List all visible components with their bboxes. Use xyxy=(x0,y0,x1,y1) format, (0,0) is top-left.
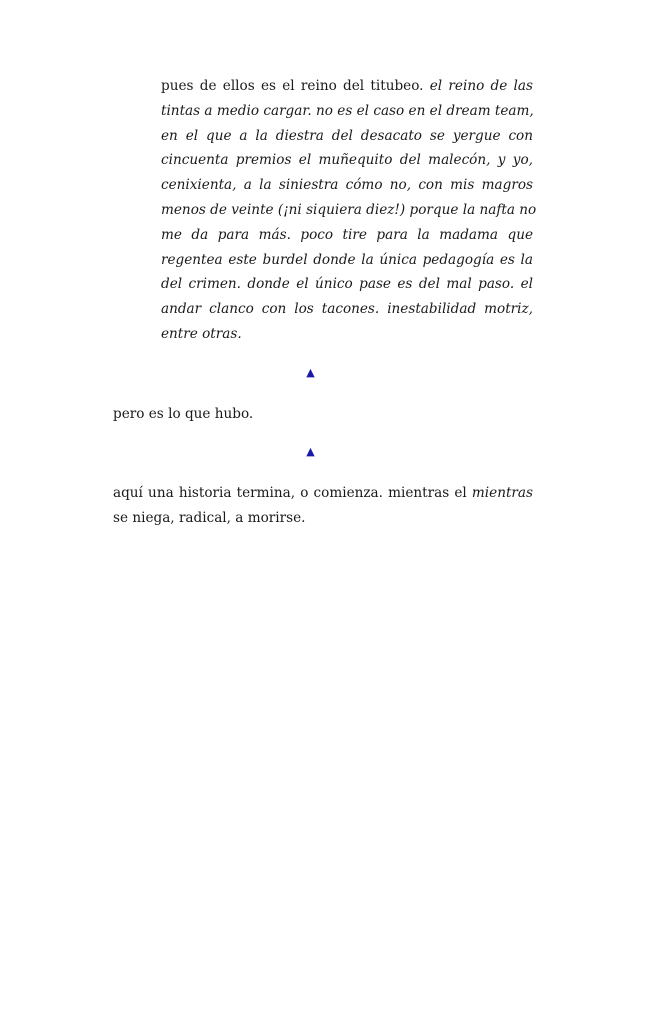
paragraph-text: aquí una historia termina, o comienza. mientras el xyxy=(113,485,472,501)
section-separator-triangle: ▲ xyxy=(306,366,315,379)
paragraph-aqui-una-historia xyxy=(113,481,533,531)
quote-text: pues de ellos es el reino del titubeo. xyxy=(161,78,430,94)
paragraph-line xyxy=(113,481,533,506)
quote-italic-text: el reino de las xyxy=(429,78,533,94)
quote-line xyxy=(161,248,533,273)
quote-line xyxy=(161,223,533,248)
quote-line xyxy=(161,99,533,124)
quote-italic-text: cenixienta, a la siniestra cómo no, con mis magros xyxy=(161,177,533,194)
quote-italic-text: cincuenta premios el muñequito del malecón, y yo, xyxy=(161,152,533,169)
quote-line xyxy=(161,173,533,198)
quote-italic-text: me da para más. poco tire para la madama que xyxy=(161,226,533,243)
quote-line xyxy=(161,297,533,322)
quote-italic-text: tintas a medio cargar. no es el caso en el dream team, xyxy=(161,102,534,119)
quote-italic-text: en el que a la diestra del desacato se yergue con xyxy=(161,127,533,144)
quote-line xyxy=(161,124,533,149)
quote-italic-text: menos de veinte (¡ni siquiera diez!) porque la nafta no xyxy=(161,201,537,218)
quote-line xyxy=(161,198,537,223)
quote-line xyxy=(161,74,533,99)
quote-italic-text: andar clanco con los tacones. inestabilidad motriz, xyxy=(161,301,533,318)
section-separator-triangle: ▲ xyxy=(306,445,315,458)
quote-line xyxy=(161,148,533,173)
quote-line xyxy=(161,272,533,297)
quote-italic-text: del crimen. donde el único pase es del mal paso. el xyxy=(161,276,533,293)
paragraph-pero-es-lo-que-hubo: pero es lo que hubo. xyxy=(113,406,254,422)
quote-italic-text: regentea este burdel donde la única pedagogía es la xyxy=(161,251,533,268)
quote-italic-text: entre otras. xyxy=(161,325,242,342)
block-quote xyxy=(161,74,537,347)
paragraph-italic-word: mientras xyxy=(471,485,533,501)
quote-line xyxy=(161,322,533,347)
paragraph-line: se niega, radical, a morirse. xyxy=(113,509,306,526)
